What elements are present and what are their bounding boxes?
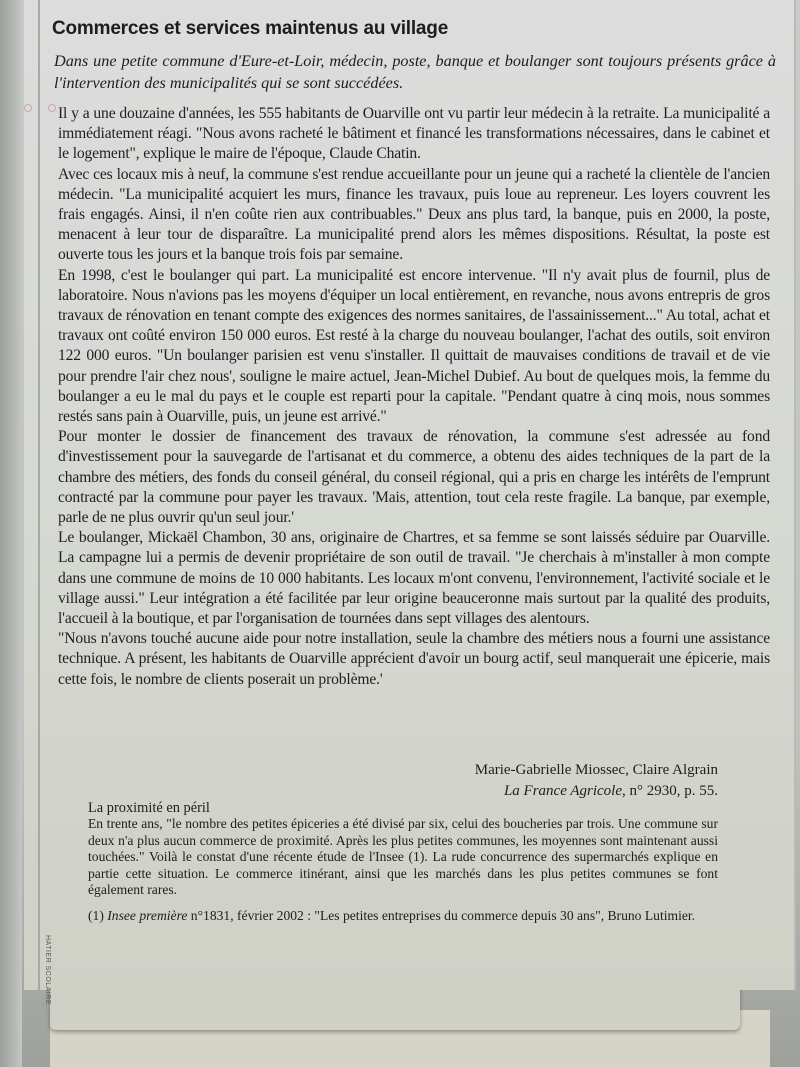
sidebar-text: En trente ans, "le nombre des petites épiceries a été divisé par six, celui des boucheries par trois. Une commune sur deux n'a plus aucun commerce de proximité. Après les plus petites communes, les moyennes sont maintenant aussi touchées." Voilà le constat d'une récente étude de l'Insee (1). La rude concurrence des supermarchés explique en partie cette situation. Le commerce itinérant, ainsi que les marchés dans les plus petites communes se font également rares. [88, 816, 718, 898]
paragraph: Pour monter le dossier de financement des travaux de rénovation, la commune s'est adressée au fond d'investissement pour la sauvegarde de l'artisanat et du commerce, a obtenu des aides techniques de la part de la chambre des métiers, des fonds du conseil général, du conseil régional, qui a pris en charge les intérêts de l'emprunt contracté par la commune pour payer les travaux. 'Mais, attention, tout cela reste fragile. La banque, par exemple, parle de ne plus ouvrir qu'un seul jour.' [58, 428, 770, 527]
footnote [88, 908, 718, 924]
background-edge [0, 0, 22, 1067]
paragraph: "Nous n'avons touché aucune aide pour notre installation, seule la chambre des métiers nous a fourni une assistance technique. A présent, les habitants de Ouarville apprécient d'avoir un bourg actif, seul manquerait une épicerie, mais cette fois, le nombre de clients poserait un problème.' [58, 630, 770, 688]
margin-label: HATIER SCOLAIRE [44, 935, 51, 1005]
sidebar-box [88, 800, 718, 925]
article-title: Commerces et services maintenus au village [52, 18, 449, 39]
article-body [58, 104, 770, 690]
article-signature [475, 760, 718, 802]
margin-mark-icon [24, 104, 32, 112]
article-lead: Dans une petite commune d'Eure-et-Loir, médecin, poste, banque et boulanger sont toujours présents grâce à l'intervention des municipalités qui se sont succédées. [54, 52, 776, 92]
authors: Marie-Gabrielle Miossec, Claire Algrain [474, 762, 718, 778]
paragraph: Avec ces locaux mis à neuf, la commune s'est rendue accueillante pour un jeune qui a racheté la clientèle de l'ancien médecin. "La municipalité acquiert les murs, finance les travaux, puis loue au repreneur. Les loyers couvrent les frais engagés. Ainsi, il n'en coûte rien aux contribuables." Deux ans plus tard, la banque, puis en 2000, la poste, menacent à leur tour de disparaître. La municipalité prend alors les mêmes dispositions. Résultat, la poste est ouverte tous les jours et la banque trois fois par semaine. [58, 165, 770, 264]
sidebar-heading: La proximité en péril [88, 800, 210, 816]
footnote-text: n°1831, février 2002 : "Les petites entreprises du commerce depuis 30 ans", Bruno Lutimier. [187, 908, 696, 924]
source-title: La France Agricole [503, 783, 622, 799]
source [475, 781, 718, 802]
source-ref: , n° 2930, p. 55. [622, 783, 718, 799]
paragraph: En 1998, c'est le boulanger qui part. La municipalité est encore intervenue. "Il n'y avait plus de fournil, plus de laboratoire. Nous n'avions pas les moyens d'équiper un local entièrement, en revanche, nous avons entrepris de gros travaux de rénovation en tenant compte des exigences des normes sanitaires, de l'assainissement..." Au total, achat et travaux ont coûté environ 150 000 euros. Est resté à la charge du nouveau boulanger, l'achat des outils, soit environ 122 000 euros. "Un boulanger parisien est venu s'installer. Il quittait de mauvaises conditions de travail et de vie pour prendre l'air chez nous', souligne le maire actuel, Jean-Michel Dubief. Au bout de quelques mois, la femme du boulanger a eu le mal du pays et le couple est reparti pour la capitale. "Pendant quatre à cinq mois, nous sommes restés sans pain à Ouarville, puis, un jeune est arrivé." [58, 266, 770, 426]
footnote-source: Insee première [107, 908, 188, 924]
footnote-number: (1) [88, 908, 108, 924]
margin-mark-icon [48, 104, 56, 112]
paragraph: Le boulanger, Mickaël Chambon, 30 ans, originaire de Chartres, et sa femme se sont laissés séduire par Ouarville. La campagne lui a permis de devenir propriétaire de son outil de travail. "Je cherchais à m'installer à mon compte dans une commune de moins de 10 000 habitants. Les locaux m'ont convenu, l'environnement, l'activité sociale et le village aussi." Leur intégration a été facilitée par leur origine beauceronne mais surtout par la qualité des produits, l'accueil à la boutique, et par l'organisation de tournées dans sept villages des alentours. [58, 529, 770, 628]
paragraph: Il y a une douzaine d'années, les 555 habitants de Ouarville ont vu partir leur médecin à la retraite. La municipalité a immédiatement réagi. "Nous avons racheté le bâtiment et financé les transformations nécessaires, dans le cabinet et le logement", explique le maire de l'époque, Claude Chatin. [58, 105, 770, 163]
